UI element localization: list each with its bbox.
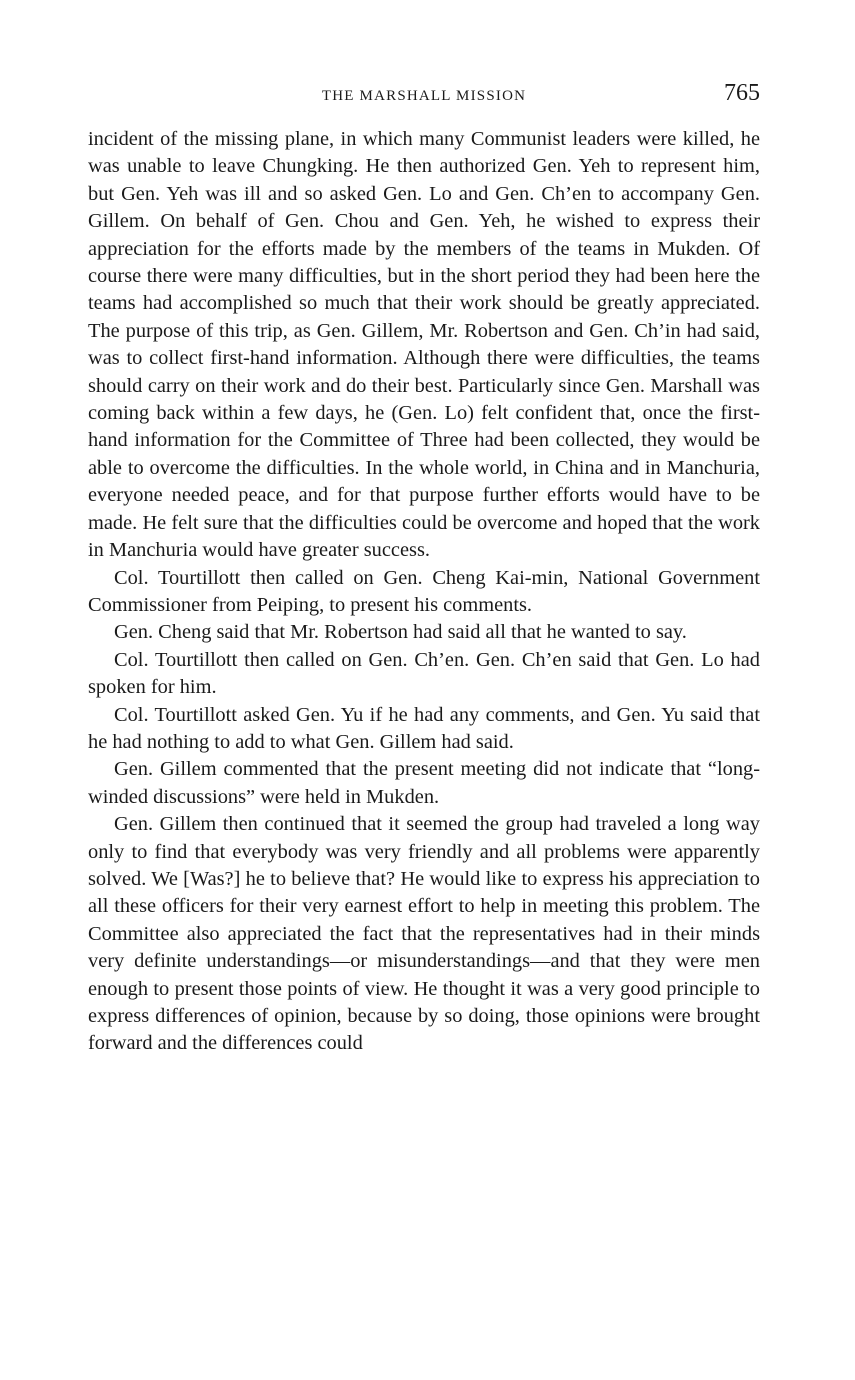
body-text [88, 126, 760, 1058]
paragraph-continuation: incident of the missing plane, in which many Communist leaders were killed, he was unable to leave Chungking. He then authorized Gen. Yeh to represent him, but Gen. Yeh was ill and so asked Gen. Lo and Gen. Ch’en to accompany Gen. Gillem. On behalf of Gen. Chou and Gen. Yeh, he wished to express their appreciation for the efforts made by the members of the teams in Mukden. Of course there were many difficulties, but in the short period they had been here the teams had accomplished so much that their work should be greatly appreciated. The purpose of this trip, as Gen. Gillem, Mr. Robertson and Gen. Ch’in had said, was to collect first-hand information. Although there were difficulties, the teams should carry on their work and do their best. Particularly since Gen. Marshall was coming back within a few days, he (Gen. Lo) felt confident that, once the first-hand information for the Committee of Three had been collected, they would be able to overcome the difficulties. In the whole world, in China and in Manchuria, everyone needed peace, and for that purpose further efforts would have to be made. He felt sure that the difficulties could be overcome and hoped that the work in Manchuria would have greater success. [88, 128, 760, 562]
paragraph: Gen. Gillem commented that the present meeting did not indicate that “long-winded discussions” were held in Mukden. [88, 758, 760, 808]
paragraph: Col. Tourtillott asked Gen. Yu if he had any comments, and Gen. Yu said that he had nothing to add to what Gen. Gillem had said. [88, 703, 760, 753]
page-number: 765 [724, 80, 760, 106]
paragraph: Col. Tourtillott then called on Gen. Cheng Kai-min, National Government Commissioner from Peiping, to present his comments. [88, 566, 760, 616]
paragraph: Gen. Gillem then continued that it seemed the group had traveled a long way only to find that everybody was very friendly and all problems were apparently solved. We [Was?] he to believe that? He would like to express his appreciation to all these officers for their very earnest effort to help in meeting this problem. The Committee also appreciated the fact that the representatives had in their minds very definite understandings—or misunderstandings—and that they were men enough to present those points of view. He thought it was a very good principle to express differences of opinion, because by so doing, those opinions were brought forward and the differences could [88, 813, 760, 1055]
page-header [88, 80, 760, 114]
paragraph: Col. Tourtillott then called on Gen. Ch’en. Gen. Ch’en said that Gen. Lo had spoken for him. [88, 648, 760, 699]
paragraph: Gen. Cheng said that Mr. Robertson had said all that he wanted to say. [114, 621, 687, 644]
running-head: THE MARSHALL MISSION [321, 88, 527, 104]
